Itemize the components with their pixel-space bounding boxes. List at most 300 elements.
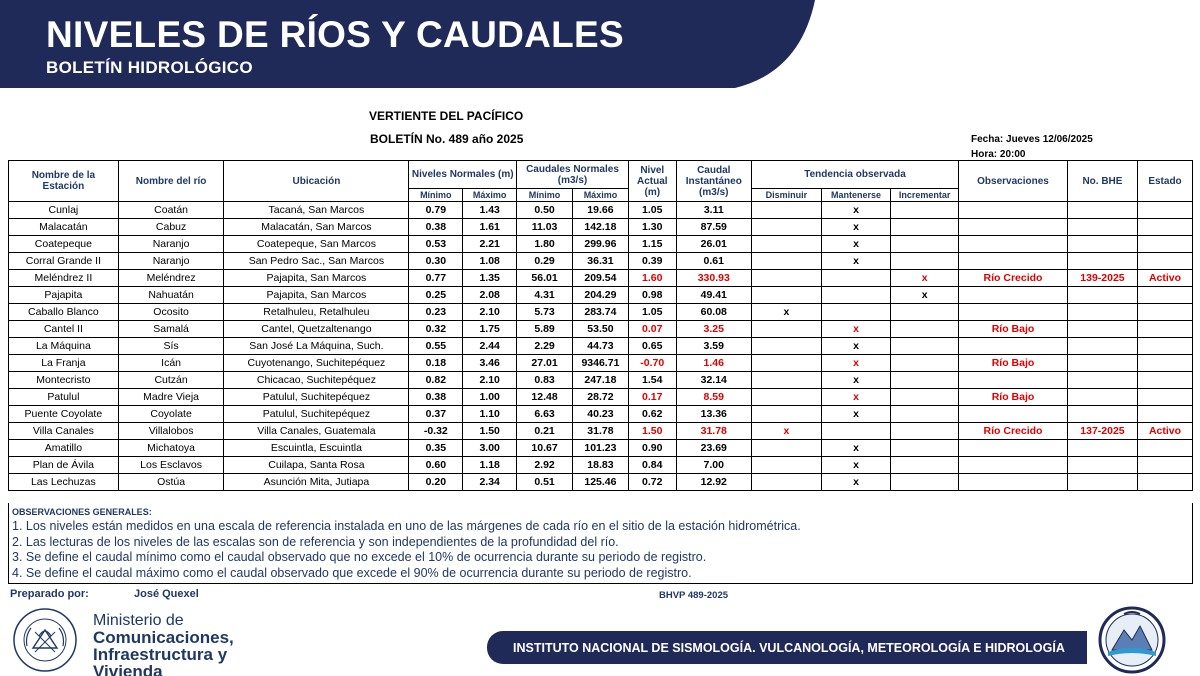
- cell-trend-increase: [891, 321, 959, 338]
- cell-trend-maintain: x: [821, 355, 890, 372]
- cell-trend-increase: [891, 236, 959, 253]
- cell-observation: [959, 457, 1068, 474]
- cell-river: Samalá: [118, 321, 224, 338]
- cell-river: Cabuz: [118, 219, 224, 236]
- cell-level-min: 0.38: [409, 219, 463, 236]
- cell-level-min: 0.25: [409, 287, 463, 304]
- cell-river: Nahuatán: [118, 287, 224, 304]
- cell-bhe: [1067, 304, 1137, 321]
- cell-station: Malacatán: [9, 219, 119, 236]
- cell-level-min: 0.55: [409, 338, 463, 355]
- cell-trend-maintain: x: [821, 406, 890, 423]
- header-status: Estado: [1138, 161, 1193, 202]
- cell-observation: [959, 287, 1068, 304]
- cell-trend-maintain: [821, 423, 890, 440]
- cell-trend-decrease: x: [751, 423, 821, 440]
- cell-flow-min: 12.48: [517, 389, 573, 406]
- cell-trend-maintain: x: [821, 457, 890, 474]
- cell-level-max: 2.44: [463, 338, 517, 355]
- cell-location: Chicacao, Suchitepéquez: [224, 372, 409, 389]
- cell-level-min: 0.60: [409, 457, 463, 474]
- cell-trend-increase: [891, 457, 959, 474]
- cell-flow-max: 247.18: [573, 372, 629, 389]
- table-row: [9, 474, 1193, 491]
- cell-instant-flow: 3.25: [676, 321, 751, 338]
- cell-flow-max: 101.23: [573, 440, 629, 457]
- cell-observation: [959, 338, 1068, 355]
- general-observations: [8, 503, 1193, 584]
- cell-status: [1138, 253, 1193, 270]
- cell-trend-increase: [891, 474, 959, 491]
- cell-status: [1138, 338, 1193, 355]
- cell-river: Icán: [118, 355, 224, 372]
- cell-location: Cantel, Quetzaltenango: [224, 321, 409, 338]
- cell-trend-decrease: [751, 253, 821, 270]
- cell-station: Villa Canales: [9, 423, 119, 440]
- cell-trend-decrease: [751, 321, 821, 338]
- cell-flow-min: 6.63: [517, 406, 573, 423]
- cell-current-level: 1.05: [628, 304, 676, 321]
- cell-observation: [959, 236, 1068, 253]
- cell-trend-decrease: [751, 202, 821, 219]
- cell-level-min: 0.32: [409, 321, 463, 338]
- cell-instant-flow: 7.00: [676, 457, 751, 474]
- table-row: [9, 423, 1193, 440]
- cell-status: [1138, 372, 1193, 389]
- cell-trend-decrease: [751, 474, 821, 491]
- cell-status: [1138, 355, 1193, 372]
- cell-trend-decrease: [751, 338, 821, 355]
- cell-trend-increase: [891, 202, 959, 219]
- header-maintain: Mantenerse: [821, 189, 890, 202]
- cell-level-max: 1.61: [463, 219, 517, 236]
- table-row: [9, 440, 1193, 457]
- cell-flow-min: 2.92: [517, 457, 573, 474]
- date-time: [971, 132, 1093, 162]
- cell-instant-flow: 49.41: [676, 287, 751, 304]
- header-level-min: Mínimo: [409, 189, 463, 202]
- cell-flow-min: 0.51: [517, 474, 573, 491]
- header-flow-min: Mínimo: [517, 189, 573, 202]
- cell-instant-flow: 0.61: [676, 253, 751, 270]
- cell-status: [1138, 406, 1193, 423]
- ministry-logo: [93, 612, 234, 676]
- cell-flow-min: 27.01: [517, 355, 573, 372]
- cell-trend-decrease: [751, 219, 821, 236]
- cell-location: Tacaná, San Marcos: [224, 202, 409, 219]
- cell-location: Pajapita, San Marcos: [224, 270, 409, 287]
- cell-level-max: 2.08: [463, 287, 517, 304]
- cell-observation: [959, 304, 1068, 321]
- cell-bhe: [1067, 440, 1137, 457]
- cell-level-min: 0.18: [409, 355, 463, 372]
- cell-river: Naranjo: [118, 253, 224, 270]
- cell-location: Villa Canales, Guatemala: [224, 423, 409, 440]
- region-label: VERTIENTE DEL PACÍFICO: [369, 109, 524, 123]
- cell-station: Caballo Blanco: [9, 304, 119, 321]
- cell-station: Pajapita: [9, 287, 119, 304]
- cell-flow-min: 5.89: [517, 321, 573, 338]
- cell-current-level: 0.39: [628, 253, 676, 270]
- cell-flow-min: 56.01: [517, 270, 573, 287]
- cell-observation: Río Bajo: [959, 389, 1068, 406]
- cell-river: Cutzán: [118, 372, 224, 389]
- table-row: [9, 304, 1193, 321]
- cell-status: [1138, 321, 1193, 338]
- cell-flow-min: 0.50: [517, 202, 573, 219]
- cell-flow-min: 5.73: [517, 304, 573, 321]
- table-row: [9, 457, 1193, 474]
- header-current-level: Nivel Actual (m): [628, 161, 676, 202]
- note-item: 4. Se define el caudal máximo como el caudal observado que excede el 90% de ocurrencia durante su periodo de registro.: [12, 565, 692, 580]
- header-trend: Tendencia observada: [751, 161, 958, 189]
- cell-bhe: 139-2025: [1067, 270, 1137, 287]
- cell-station: Coatepeque: [9, 236, 119, 253]
- cell-current-level: 0.98: [628, 287, 676, 304]
- cell-location: San José La Máquina, Such.: [224, 338, 409, 355]
- cell-current-level: 0.62: [628, 406, 676, 423]
- cell-river: Ocosito: [118, 304, 224, 321]
- cell-observation: Río Crecido: [959, 423, 1068, 440]
- cell-level-max: 1.00: [463, 389, 517, 406]
- header-levels: Niveles Normales (m): [409, 161, 517, 189]
- table-row: [9, 270, 1193, 287]
- bulletin-date: Fecha: Jueves 12/06/2025: [971, 134, 1093, 145]
- cell-flow-max: 125.46: [573, 474, 629, 491]
- cell-trend-decrease: [751, 389, 821, 406]
- cell-flow-max: 31.78: [573, 423, 629, 440]
- cell-river: Sís: [118, 338, 224, 355]
- page-subtitle: BOLETÍN HIDROLÓGICO: [46, 58, 253, 77]
- cell-trend-maintain: [821, 287, 890, 304]
- cell-current-level: 0.07: [628, 321, 676, 338]
- cell-location: Cuilapa, Santa Rosa: [224, 457, 409, 474]
- cell-level-min: 0.79: [409, 202, 463, 219]
- cell-level-min: 0.23: [409, 304, 463, 321]
- prepared-by-label: Preparado por:: [10, 588, 89, 600]
- ministry-line: Infraestructura y: [93, 645, 228, 664]
- note-item: 2. Las lecturas de los niveles de las escalas son de referencia y son independientes de la profundidad del río.: [12, 534, 619, 549]
- cell-observation: [959, 253, 1068, 270]
- header-flows: Caudales Normales (m3/s): [517, 161, 629, 189]
- cell-observation: [959, 219, 1068, 236]
- cell-location: Asunción Mita, Jutiapa: [224, 474, 409, 491]
- river-levels-table: [8, 160, 1193, 491]
- header-station: Nombre de la Estación: [9, 161, 119, 202]
- cell-location: Cuyotenango, Suchitepéquez: [224, 355, 409, 372]
- cell-status: [1138, 236, 1193, 253]
- cell-level-max: 1.50: [463, 423, 517, 440]
- cell-trend-maintain: x: [821, 202, 890, 219]
- cell-status: [1138, 457, 1193, 474]
- cell-bhe: [1067, 406, 1137, 423]
- cell-level-min: 0.82: [409, 372, 463, 389]
- table-row: [9, 389, 1193, 406]
- cell-trend-increase: [891, 219, 959, 236]
- cell-station: La Máquina: [9, 338, 119, 355]
- cell-level-max: 1.35: [463, 270, 517, 287]
- cell-trend-decrease: [751, 236, 821, 253]
- cell-trend-increase: [891, 355, 959, 372]
- page-title: NIVELES DE RÍOS Y CAUDALES: [46, 14, 624, 55]
- cell-level-min: 0.35: [409, 440, 463, 457]
- cell-observation: Río Crecido: [959, 270, 1068, 287]
- cell-location: Escuintla, Escuintla: [224, 440, 409, 457]
- cell-observation: [959, 440, 1068, 457]
- cell-instant-flow: 8.59: [676, 389, 751, 406]
- cell-current-level: 0.17: [628, 389, 676, 406]
- cell-river: Villalobos: [118, 423, 224, 440]
- cell-status: [1138, 202, 1193, 219]
- cell-river: Michatoya: [118, 440, 224, 457]
- cell-instant-flow: 3.11: [676, 202, 751, 219]
- cell-river: Coyolate: [118, 406, 224, 423]
- cell-bhe: [1067, 372, 1137, 389]
- cell-river: Los Esclavos: [118, 457, 224, 474]
- cell-river: Meléndrez: [118, 270, 224, 287]
- cell-instant-flow: 31.78: [676, 423, 751, 440]
- cell-trend-maintain: x: [821, 372, 890, 389]
- cell-trend-increase: [891, 423, 959, 440]
- cell-flow-min: 0.83: [517, 372, 573, 389]
- cell-trend-maintain: x: [821, 219, 890, 236]
- cell-trend-maintain: x: [821, 236, 890, 253]
- cell-flow-min: 2.29: [517, 338, 573, 355]
- cell-station: Plan de Ávila: [9, 457, 119, 474]
- cell-trend-maintain: [821, 304, 890, 321]
- cell-trend-increase: [891, 406, 959, 423]
- cell-flow-max: 209.54: [573, 270, 629, 287]
- cell-bhe: [1067, 457, 1137, 474]
- cell-current-level: 1.54: [628, 372, 676, 389]
- header-location: Ubicación: [224, 161, 409, 202]
- cell-level-max: 1.08: [463, 253, 517, 270]
- cell-bhe: [1067, 253, 1137, 270]
- cell-flow-min: 11.03: [517, 219, 573, 236]
- cell-trend-increase: x: [891, 287, 959, 304]
- cell-flow-max: 299.96: [573, 236, 629, 253]
- cell-flow-min: 0.29: [517, 253, 573, 270]
- table-row: [9, 372, 1193, 389]
- cell-observation: [959, 474, 1068, 491]
- table-row: [9, 287, 1193, 304]
- cell-bhe: [1067, 474, 1137, 491]
- note-item: 1. Los niveles están medidos en una escala de referencia instalada en uno de las márgenes de cada río en el sitio de la estación hidrométrica.: [12, 519, 801, 533]
- cell-level-max: 3.46: [463, 355, 517, 372]
- cell-flow-max: 18.83: [573, 457, 629, 474]
- cell-location: Malacatán, San Marcos: [224, 219, 409, 236]
- cell-location: San Pedro Sac., San Marcos: [224, 253, 409, 270]
- cell-river: Naranjo: [118, 236, 224, 253]
- cell-flow-min: 4.31: [517, 287, 573, 304]
- cell-trend-decrease: [751, 440, 821, 457]
- cell-station: Cunlaj: [9, 202, 119, 219]
- cell-level-max: 2.21: [463, 236, 517, 253]
- header-level-max: Máximo: [463, 189, 517, 202]
- header-instant-flow: Caudal Instantáneo (m3/s): [676, 161, 751, 202]
- cell-current-level: -0.70: [628, 355, 676, 372]
- cell-river: Madre Vieja: [118, 389, 224, 406]
- cell-station: Puente Coyolate: [9, 406, 119, 423]
- table-body: [9, 202, 1193, 491]
- cell-trend-increase: [891, 304, 959, 321]
- cell-station: Las Lechuzas: [9, 474, 119, 491]
- cell-trend-increase: [891, 372, 959, 389]
- cell-instant-flow: 1.46: [676, 355, 751, 372]
- cell-flow-max: 19.66: [573, 202, 629, 219]
- cell-current-level: 1.60: [628, 270, 676, 287]
- cell-trend-maintain: x: [821, 253, 890, 270]
- bulletin-time: Hora: 20:00: [971, 149, 1026, 160]
- cell-level-max: 2.10: [463, 372, 517, 389]
- cell-current-level: 1.15: [628, 236, 676, 253]
- cell-level-max: 1.75: [463, 321, 517, 338]
- cell-trend-decrease: x: [751, 304, 821, 321]
- table-row: [9, 253, 1193, 270]
- cell-current-level: 0.72: [628, 474, 676, 491]
- header-increase: Incrementar: [891, 189, 959, 202]
- cell-trend-decrease: [751, 270, 821, 287]
- prepared-by-name: José Quexel: [134, 588, 199, 600]
- cell-observation: [959, 406, 1068, 423]
- cell-flow-max: 36.31: [573, 253, 629, 270]
- cell-trend-maintain: [821, 270, 890, 287]
- cell-level-max: 1.18: [463, 457, 517, 474]
- header-observations: Observaciones: [959, 161, 1068, 202]
- cell-location: Patulul, Suchitepéquez: [224, 406, 409, 423]
- cell-trend-maintain: x: [821, 440, 890, 457]
- cell-bhe: [1067, 355, 1137, 372]
- cell-station: Montecristo: [9, 372, 119, 389]
- cell-bhe: [1067, 202, 1137, 219]
- table-row: [9, 406, 1193, 423]
- cell-bhe: [1067, 287, 1137, 304]
- cell-flow-max: 44.73: [573, 338, 629, 355]
- cell-flow-min: 1.80: [517, 236, 573, 253]
- cell-level-min: 0.53: [409, 236, 463, 253]
- cell-bhe: [1067, 219, 1137, 236]
- cell-bhe: 137-2025: [1067, 423, 1137, 440]
- cell-status: [1138, 219, 1193, 236]
- cell-trend-decrease: [751, 457, 821, 474]
- insivumeh-logo-icon: [1094, 604, 1170, 674]
- cell-trend-increase: [891, 338, 959, 355]
- header-decrease: Disminuir: [751, 189, 821, 202]
- cell-trend-decrease: [751, 406, 821, 423]
- cell-trend-maintain: x: [821, 338, 890, 355]
- table-row: [9, 236, 1193, 253]
- cell-level-min: 0.38: [409, 389, 463, 406]
- cell-level-max: 2.10: [463, 304, 517, 321]
- cell-trend-increase: [891, 389, 959, 406]
- cell-location: Patulul, Suchitepéquez: [224, 389, 409, 406]
- ministry-line: Ministerio de: [93, 612, 184, 629]
- cell-flow-max: 53.50: [573, 321, 629, 338]
- cell-status: [1138, 304, 1193, 321]
- cell-instant-flow: 3.59: [676, 338, 751, 355]
- table-row: [9, 355, 1193, 372]
- cell-bhe: [1067, 236, 1137, 253]
- cell-bhe: [1067, 389, 1137, 406]
- cell-status: Activo: [1138, 270, 1193, 287]
- cell-observation: [959, 202, 1068, 219]
- cell-trend-decrease: [751, 355, 821, 372]
- cell-level-min: 0.77: [409, 270, 463, 287]
- cell-trend-maintain: x: [821, 474, 890, 491]
- table-row: [9, 219, 1193, 236]
- cell-flow-min: 10.67: [517, 440, 573, 457]
- table-row: [9, 338, 1193, 355]
- cell-status: [1138, 287, 1193, 304]
- cell-location: Pajapita, San Marcos: [224, 287, 409, 304]
- cell-river: Coatán: [118, 202, 224, 219]
- cell-trend-increase: x: [891, 270, 959, 287]
- cell-trend-increase: [891, 253, 959, 270]
- bulletin-number: BOLETÍN No. 489 año 2025: [370, 132, 524, 146]
- cell-station: Corral Grande II: [9, 253, 119, 270]
- table-row: [9, 321, 1193, 338]
- cell-station: Meléndrez II: [9, 270, 119, 287]
- cell-flow-max: 28.72: [573, 389, 629, 406]
- header-river: Nombre del río: [118, 161, 224, 202]
- cell-trend-decrease: [751, 372, 821, 389]
- cell-flow-max: 204.29: [573, 287, 629, 304]
- cell-station: Amatillo: [9, 440, 119, 457]
- cell-instant-flow: 23.69: [676, 440, 751, 457]
- cell-level-max: 3.00: [463, 440, 517, 457]
- cell-flow-max: 40.23: [573, 406, 629, 423]
- cell-level-max: 1.10: [463, 406, 517, 423]
- cell-status: [1138, 440, 1193, 457]
- cell-instant-flow: 26.01: [676, 236, 751, 253]
- cell-current-level: 0.65: [628, 338, 676, 355]
- cell-level-max: 2.34: [463, 474, 517, 491]
- cell-instant-flow: 12.92: [676, 474, 751, 491]
- institute-name: INSTITUTO NACIONAL DE SISMOLOGÍA. VULCANOLOGÍA, METEOROLOGÍA E HIDROLOGÍA: [513, 641, 1065, 655]
- cell-station: Patulul: [9, 389, 119, 406]
- cell-location: Retalhuleu, Retalhuleu: [224, 304, 409, 321]
- cell-station: La Franja: [9, 355, 119, 372]
- cell-flow-max: 283.74: [573, 304, 629, 321]
- cell-current-level: 1.30: [628, 219, 676, 236]
- guatemala-seal-icon: [5, 606, 85, 674]
- header-flow-max: Máximo: [573, 189, 629, 202]
- cell-river: Ostúa: [118, 474, 224, 491]
- cell-instant-flow: 13.36: [676, 406, 751, 423]
- cell-level-min: 0.30: [409, 253, 463, 270]
- cell-current-level: 0.90: [628, 440, 676, 457]
- cell-instant-flow: 87.59: [676, 219, 751, 236]
- ministry-line: Comunicaciones,: [93, 628, 234, 647]
- cell-instant-flow: 32.14: [676, 372, 751, 389]
- notes-title: OBSERVACIONES GENERALES:: [12, 507, 152, 517]
- cell-flow-min: 0.21: [517, 423, 573, 440]
- header-bhe: No. BHE: [1067, 161, 1137, 202]
- cell-trend-increase: [891, 440, 959, 457]
- title-banner: [0, 0, 815, 88]
- cell-instant-flow: 330.93: [676, 270, 751, 287]
- cell-status: [1138, 389, 1193, 406]
- cell-status: [1138, 474, 1193, 491]
- cell-current-level: 0.84: [628, 457, 676, 474]
- cell-trend-maintain: x: [821, 389, 890, 406]
- cell-trend-maintain: x: [821, 321, 890, 338]
- cell-trend-decrease: [751, 287, 821, 304]
- cell-observation: Río Bajo: [959, 321, 1068, 338]
- cell-flow-max: 142.18: [573, 219, 629, 236]
- table-row: [9, 202, 1193, 219]
- cell-observation: Río Bajo: [959, 355, 1068, 372]
